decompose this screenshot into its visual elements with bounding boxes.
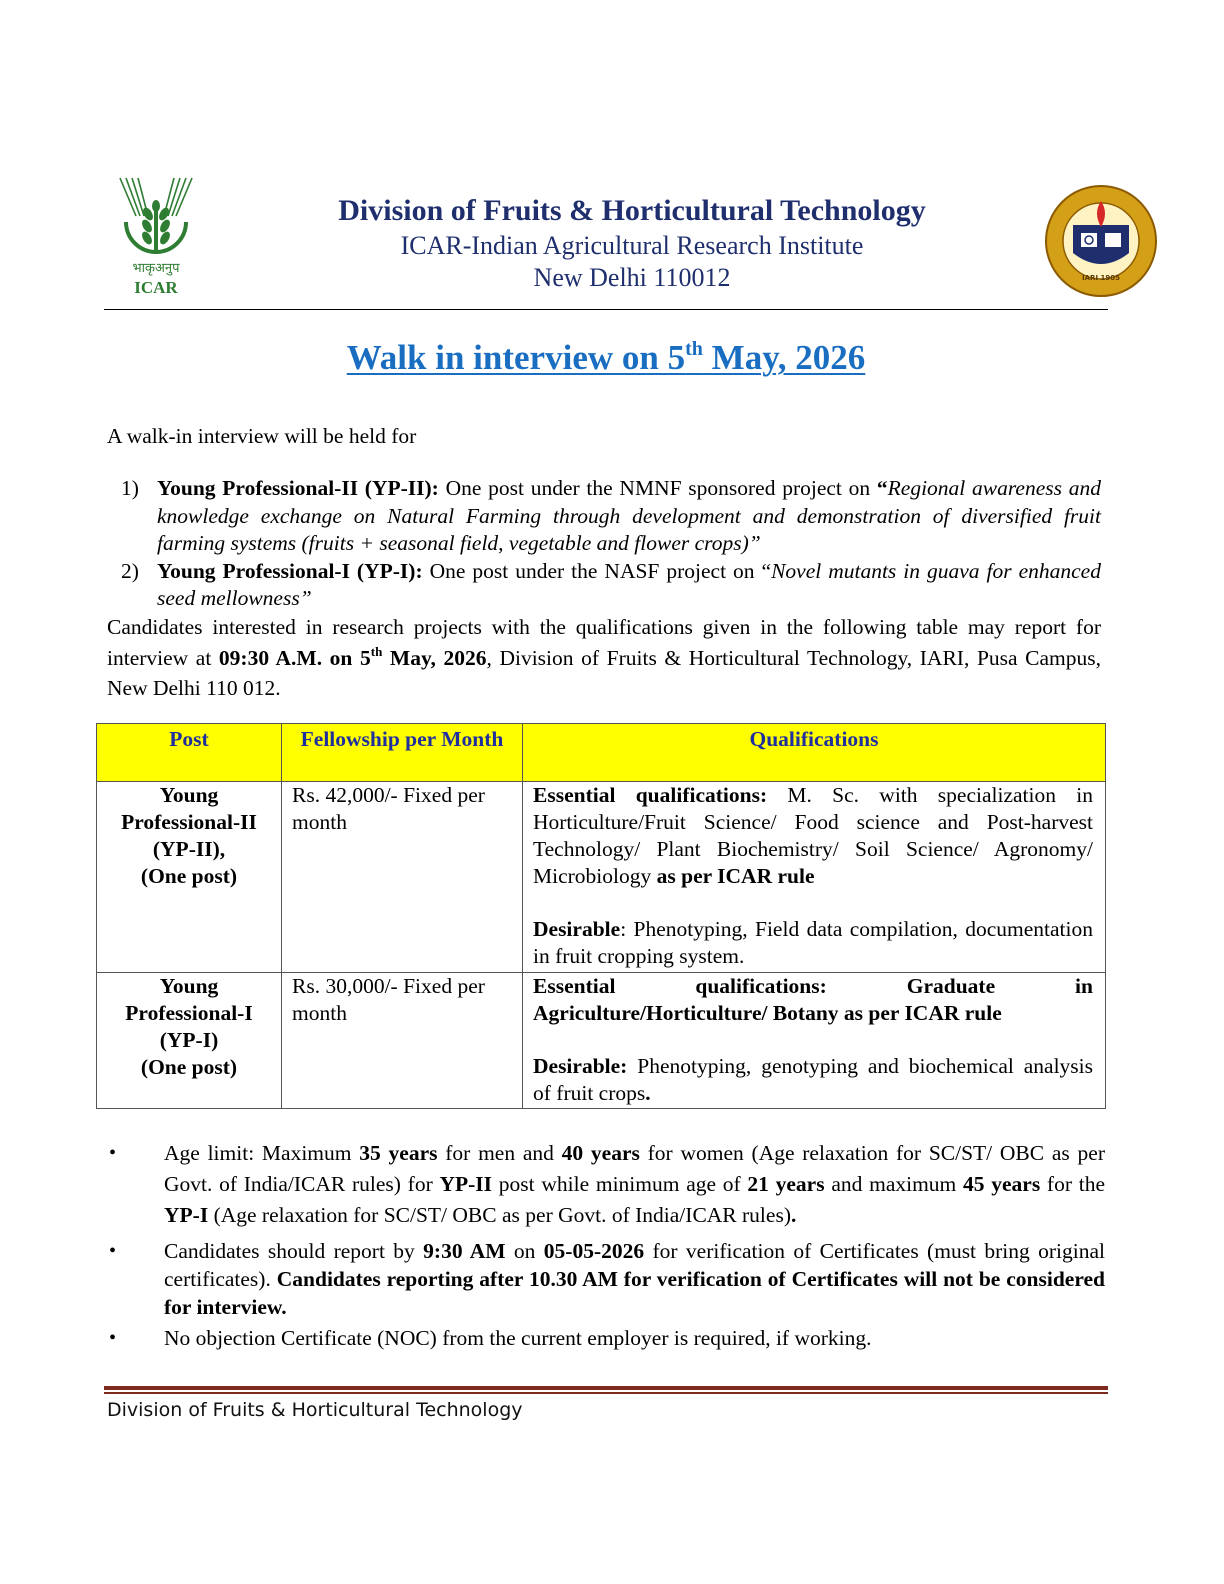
desirable-qualifications: Desirable: Phenotyping, Field data compilation, documentation in fruit cropping system. [533, 917, 1093, 968]
list-number: 2) [121, 558, 139, 583]
header-divider [104, 309, 1108, 310]
header-institute: ICAR-Indian Agricultural Research Institute [400, 231, 864, 260]
iari-seal-logo [1043, 183, 1159, 299]
bullet-icon: • [109, 1142, 117, 1164]
project-title: Novel mutants in guava for enhanced seed mellowness” [157, 558, 1101, 610]
qualification-cell [523, 973, 1106, 1109]
desirable-qualifications: Desirable: Phenotyping, genotyping and biochemical analysis of fruit crops. [533, 1054, 1093, 1105]
list-item: • No objection Certificate (NOC) from the current employer is required, if working. [109, 1326, 872, 1350]
essential-qualifications: Essential qualifications: M. Sc. with specialization in Horticulture/Fruit Science/ Food science and Post-harvest Technology/ Plant Biochemistry/ Soil Science/ Agronomy/ Microbiology as per ICAR rule [533, 783, 1093, 888]
list-item: • Age limit: Maximum 35 years for men and 40 years for women (Age relaxation for SC/ST/ OBC as per Govt. of India/ICAR rules) for YP-II post while minimum age of 21 years and maximum 45 years for the YP-I (Age relaxation for SC/ST/ OBC as per Govt. of India/ICAR rules). [107, 1138, 1105, 1231]
table-row [97, 973, 1106, 1109]
footer-divider [104, 1392, 1108, 1394]
bullet-icon: • [109, 1240, 117, 1262]
qualifications-table [96, 723, 1106, 1109]
post-cell: Young Professional-II (YP-II), (One post) [97, 782, 282, 973]
table-header-cell: Qualifications [523, 724, 1106, 782]
svg-text:IARI 1905: IARI 1905 [1082, 274, 1120, 282]
candidates-paragraph: Candidates interested in research projects with the qualifications given in the following table may report for interview at 09:30 A.M. on 5th May, 2026, Division of Fruits & Horticultural Technology, IARI, Pusa Campus, New Delhi 110 012. [107, 615, 1102, 700]
svg-text:ICAR: ICAR [134, 278, 178, 296]
list-item: 1) Young Professional-II (YP-II): One post under the NMNF sponsored project on “Regional awareness and knowledge exchange on Natural Farming through development and demonstration of diversified fruit farming systems (fruits + seasonal field, vegetable and flower crops)” [121, 476, 1101, 555]
qualification-cell [523, 782, 1106, 973]
table-header-row [97, 724, 1106, 782]
list-item: 2) Young Professional-I (YP-I): One post under the NASF project on “Novel mutants in guava for enhanced seed mellowness” [121, 558, 1101, 610]
header-city: New Delhi 110012 [533, 263, 731, 292]
header-title: Division of Fruits & Horticultural Technology [338, 194, 926, 227]
table-row [97, 782, 1106, 973]
project-title: Regional awareness and knowledge exchange on Natural Farming through development and demonstration of diversified fruit farming systems (fruits + seasonal field, vegetable and flower crops)” [157, 476, 1101, 555]
post-cell: Young Professional-I (YP-I) (One post) [97, 973, 282, 1109]
intro-text: A walk-in interview will be held for [107, 424, 417, 448]
svg-text:भाकृअनुप: भाकृअनुप [132, 261, 180, 276]
list-item: • Candidates should report by 9:30 AM on 05-05-2026 for verification of Certificates (must bring original certificates). Candidates reporting after 10.30 AM for verification of Certificates will not be considered for interview. [109, 1239, 1106, 1319]
footer-text: Division of Fruits & Horticultural Technology [107, 1399, 523, 1421]
wheat-emblem-icon [108, 176, 204, 296]
iari-seal-icon [1043, 183, 1159, 299]
table-header-cell: Fellowship per Month [282, 724, 523, 782]
footer-divider [104, 1386, 1108, 1390]
post-name: Young Professional-I (YP-I): [157, 558, 423, 583]
fellowship-cell: Rs. 42,000/- Fixed per month [282, 782, 523, 973]
page-title: Walk in interview on 5th May, 2026 [346, 338, 866, 377]
icar-logo [108, 176, 204, 296]
post-name: Young Professional-II (YP-II): [157, 476, 439, 500]
fellowship-cell: Rs. 30,000/- Fixed per month [282, 973, 523, 1109]
table-header-cell: Post [97, 724, 282, 782]
list-number: 1) [121, 476, 139, 500]
notes-list [107, 1138, 1105, 1352]
posts-list [107, 475, 1101, 613]
essential-qualifications: Essential qualifications: Graduate in Agriculture/Horticulture/ Botany as per ICAR rule [533, 974, 1093, 1025]
bullet-icon: • [109, 1327, 117, 1349]
